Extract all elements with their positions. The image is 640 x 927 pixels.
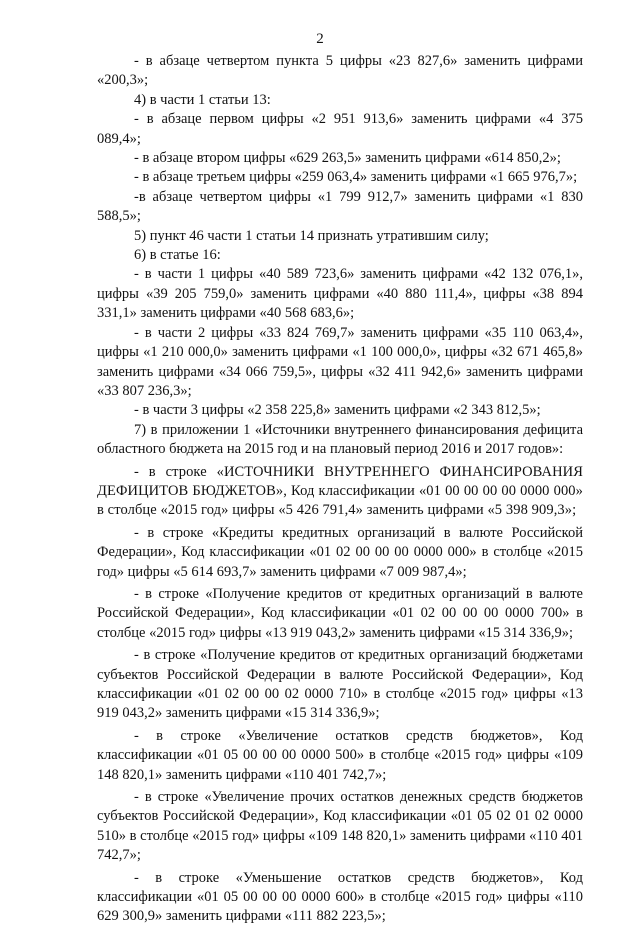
paragraph: - в строке «Увеличение остатков средств бюджетов», Код классификации «01 05 00 00 00 0000 500» в столбце «2015 год» цифры «109 148 820,1» заменить цифрами «110 401 742,7»; [97,727,583,783]
paragraph: - в части 1 цифры «40 589 723,6» заменить цифрами «42 132 076,1», цифры «39 205 759,0» заменить цифрами «40 880 111,4», цифры «38 894 331,1» заменить цифрами «40 568 683,6»; [97,266,583,322]
paragraph: - в строке «Получение кредитов от кредитных организаций в валюте Российской Федерации», Код классификации «01 02 00 00 00 0000 700» в столбце «2015 год» цифры «13 919 043,2» заменить цифрами «15 314 336,9»; [97,585,583,641]
paragraph: 5) пункт 46 части 1 статьи 14 признать утратившим силу; [134,227,489,244]
paragraph: - в строке «Получение кредитов от кредитных организаций бюджетами субъектов Российской Федерации в валюте Российской Федерации», Код классификации «01 02 00 00 02 0000 710» в столбце «2015 год» цифры «13 919 043,2» заменить цифрами «15 314 336,9»; [97,647,583,722]
paragraph: -в абзаце четвертом цифры «1 799 912,7» заменить цифрами «1 830 588,5»; [97,188,583,225]
paragraph: 7) в приложении 1 «Источники внутреннего финансирования дефицита областного бюджета на 2015 год и на плановый период 2016 и 2017 годов»: [97,421,583,458]
paragraph: - в абзаце третьем цифры «259 063,4» заменить цифрами «1 665 976,7»; [134,169,578,186]
paragraph: - в части 3 цифры «2 358 225,8» заменить цифрами «2 343 812,5»; [134,402,541,419]
paragraph: - в абзаце четвертом пункта 5 цифры «23 827,6» заменить цифрами «200,3»; [97,53,583,89]
paragraph: - в части 2 цифры «33 824 769,7» заменить цифрами «35 110 063,4», цифры «1 210 000,0» заменить цифрами «1 100 000,0», цифры «32 671 465,8» заменить цифрами «34 066 759,5», цифры «32 411 942,6» заменить цифрами «33 807 236,3»; [97,324,583,399]
paragraph: - в абзаце первом цифры «2 951 913,6» заменить цифрами «4 375 089,4»; [97,111,583,147]
document-body [97,52,583,927]
paragraph: - в строке «Кредиты кредитных организаций в валюте Российской Федерации», Код классификации «01 02 00 00 00 0000 000» в столбце «2015 год» цифры «5 614 693,7» заменить цифрами «7 009 987,4»; [97,524,583,580]
paragraph: - в строке «Уменьшение остатков средств бюджетов», Код классификации «01 05 00 00 00 0000 600» в столбце «2015 год» цифры «110 629 300,9» заменить цифрами «111 882 223,5»; [97,869,583,925]
paragraph: - в строке «ИСТОЧНИКИ ВНУТРЕННЕГО ФИНАНСИРОВАНИЯ ДЕФИЦИТОВ БЮДЖЕТОВ», Код классификации «01 00 00 00 00 0000 000» в столбце «2015 год» цифры «5 426 791,4» заменить цифрами «5 398 909,3»; [97,463,583,519]
paragraph: 4) в части 1 статьи 13: [134,91,271,108]
paragraph: - в строке «Увеличение прочих остатков денежных средств бюджетов субъектов Российской Федерации», Код классификации «01 05 02 01 02 0000 510» в столбце «2015 год» цифры «109 148 820,1» заменить цифрами «110 401 742,7»; [97,789,583,864]
paragraph: - в абзаце втором цифры «629 263,5» заменить цифрами «614 850,2»; [134,150,561,167]
paragraph: 6) в статье 16: [134,247,221,264]
page-number: 2 [316,31,324,47]
